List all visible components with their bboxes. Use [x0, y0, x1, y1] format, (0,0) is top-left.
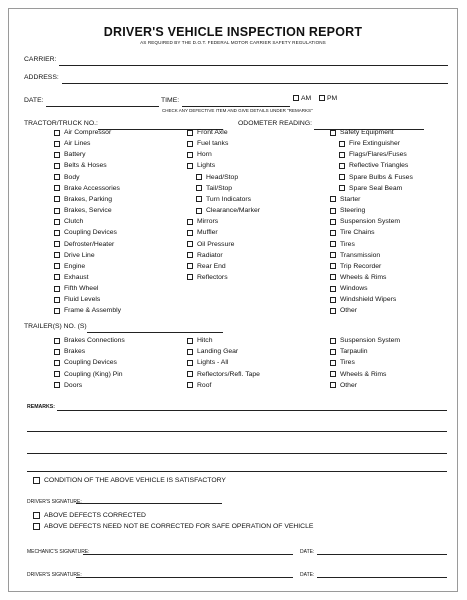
tractor-col3-item-label: Spare Seal Beam [349, 184, 403, 192]
tractor-col2-item[interactable] [187, 129, 228, 136]
tractor-col3-item[interactable] [330, 274, 386, 281]
checkbox[interactable] [54, 152, 60, 158]
tractor-col2-item-label: Radiator [197, 251, 223, 259]
odometer-label: ODOMETER READING: [238, 120, 313, 127]
checkbox[interactable] [330, 230, 336, 236]
tractor-col2-item-label: Reflectors [197, 273, 228, 281]
tractor-col1-item-label: Body [64, 173, 80, 181]
tractor-col2-item-label: Mirrors [197, 218, 219, 226]
tractor-col1-item[interactable] [54, 263, 85, 270]
tractor-col1-item-label: Brake Accessories [64, 184, 120, 192]
tractor-col1-item-label: Drive Line [64, 251, 95, 259]
address-label: ADDRESS: [24, 74, 59, 81]
tractor-col3-item-label: Wheels & Rims [340, 273, 387, 281]
tractor-col3-item-label: Other [340, 307, 357, 315]
defects-corrected-label: ABOVE DEFECTS CORRECTED [44, 512, 146, 519]
checkbox[interactable] [54, 141, 60, 147]
remarks-line-2[interactable] [27, 431, 447, 432]
checkbox[interactable] [54, 185, 60, 191]
checkbox[interactable] [54, 349, 60, 355]
tractor-col1-item-label: Coupling Devices [64, 229, 117, 237]
tractor-col2-item-label: Muffler [197, 229, 218, 237]
trailer-col3-item[interactable] [330, 348, 368, 355]
checkbox[interactable] [187, 371, 193, 377]
tractor-col2-item-label: Lights [197, 162, 216, 170]
tractor-col2-item-label: Fuel tanks [197, 140, 229, 148]
tractor-col1-item[interactable] [54, 252, 95, 259]
driver-date-label: DATE: [300, 572, 315, 578]
tractor-col3-item[interactable] [330, 207, 365, 214]
checkbox[interactable] [54, 274, 60, 280]
checkbox[interactable] [196, 185, 202, 191]
tractor-col1-item-label: Brakes, Service [64, 207, 112, 215]
trailer-col2-item-label: Landing Gear [197, 348, 239, 356]
checkbox[interactable] [187, 141, 193, 147]
remarks-line-3[interactable] [27, 453, 447, 454]
checkbox[interactable] [330, 241, 336, 247]
form-title: DRIVER'S VEHICLE INSPECTION REPORT [103, 25, 363, 39]
checkbox[interactable] [339, 141, 345, 147]
tractor-col2-item[interactable] [187, 151, 212, 158]
remarks-line-1[interactable] [57, 410, 447, 411]
checkbox[interactable] [187, 230, 193, 236]
tractor-col3-item[interactable] [330, 307, 357, 314]
tractor-col2-item-label: Front Axle [197, 129, 228, 136]
tractor-col2-item[interactable] [196, 196, 251, 203]
tractor-col2-item[interactable] [187, 241, 234, 248]
pm-option[interactable] [316, 95, 337, 102]
form-subtitle: AS REQUIRED BY THE D.O.T. FEDERAL MOTOR CARRIER SAFETY REGULATIONS [140, 40, 326, 45]
tractor-col2-item[interactable] [187, 162, 215, 169]
checkbox[interactable] [187, 152, 193, 158]
mechanic-date-field[interactable] [317, 554, 447, 555]
tractor-col1-item-label: Brakes, Parking [64, 195, 112, 203]
checkbox[interactable] [330, 208, 336, 214]
driver-signature-2-label: DRIVER'S SIGNATURE: [27, 572, 82, 578]
tractor-col3-item[interactable] [339, 162, 408, 169]
checkbox[interactable] [54, 382, 60, 388]
mechanic-date-label: DATE: [300, 549, 315, 555]
tractor-col1-item[interactable] [54, 285, 98, 292]
defects-not-corrected[interactable] [33, 523, 313, 530]
address-field[interactable] [62, 83, 448, 84]
tractor-label: TRACTOR/TRUCK NO.: [24, 120, 98, 127]
trailer-col2-item-label: Hitch [197, 337, 213, 344]
tractor-col3-item[interactable] [330, 229, 375, 236]
time-field[interactable] [182, 106, 290, 107]
checkbox[interactable] [187, 263, 193, 269]
checkbox[interactable] [187, 241, 193, 247]
tractor-col2-item-label: Turn Indicators [206, 195, 252, 203]
checkbox[interactable] [339, 185, 345, 191]
remarks-note: CHECK ANY DEFECTIVE ITEM AND GIVE DETAILS UNDER "REMARKS" [162, 108, 313, 113]
mechanic-signature-label: MECHANIC'S SIGNATURE: [27, 549, 90, 555]
tractor-col3-item-label: Fire Extinguisher [349, 140, 400, 148]
checkbox[interactable] [339, 163, 345, 169]
trailer-col1-item[interactable] [54, 382, 82, 389]
tractor-col1-item[interactable] [54, 174, 80, 181]
checkbox[interactable] [330, 349, 336, 355]
checkbox[interactable] [54, 163, 60, 169]
driver-signature-label: DRIVER'S SIGNATURE: [27, 499, 82, 505]
checkbox[interactable] [54, 286, 60, 292]
tractor-col1-item-label: Frame & Assembly [64, 307, 122, 315]
tractor-col3-item-label: Trip Recorder [340, 262, 382, 270]
carrier-label: CARRIER: [24, 56, 57, 63]
tractor-col2-item[interactable] [187, 218, 218, 225]
condition-satisfactory[interactable] [33, 477, 226, 484]
trailer-col1-item-label: Coupling (King) Pin [64, 370, 123, 378]
tractor-col2-item[interactable] [196, 185, 232, 192]
trailer-col3-item-label: Tarpaulin [340, 348, 368, 356]
tractor-col3-item-label: Flags/Flares/Fuses [349, 151, 407, 159]
checkbox[interactable] [330, 338, 336, 344]
tractor-col3-item[interactable] [330, 129, 394, 136]
trailer-col2-item-label: Reflectors/Refl. Tape [197, 370, 260, 378]
tractor-col1-item[interactable] [54, 196, 112, 203]
date-label: DATE: [24, 97, 44, 104]
checkbox[interactable] [187, 360, 193, 366]
tractor-col3-item[interactable] [339, 185, 402, 192]
checkbox[interactable] [187, 382, 193, 388]
checkbox[interactable] [187, 219, 193, 225]
checkbox[interactable] [330, 371, 336, 377]
trailer-col2-item-label: Roof [197, 381, 212, 389]
carrier-field[interactable] [59, 65, 448, 66]
trailer-col2-item[interactable] [187, 348, 238, 355]
checkbox[interactable] [330, 130, 336, 136]
tractor-col1-item[interactable] [54, 296, 100, 303]
tractor-col3-item[interactable] [330, 285, 368, 292]
trailer-col1-item[interactable] [54, 359, 117, 366]
checkbox[interactable] [196, 208, 202, 214]
trailer-col1-item[interactable] [54, 348, 85, 355]
tractor-col1-item-label: Fluid Levels [64, 296, 101, 304]
tractor-col1-item[interactable] [54, 151, 86, 158]
checkbox[interactable] [54, 241, 60, 247]
tractor-col2-item[interactable] [196, 207, 260, 214]
tractor-col3-item[interactable] [330, 218, 400, 225]
checkbox[interactable] [339, 152, 345, 158]
tractor-col1-item[interactable] [54, 185, 120, 192]
pm-label: PM [327, 95, 338, 102]
driver-date-field[interactable] [317, 577, 447, 578]
checkbox[interactable] [54, 308, 60, 314]
checkbox[interactable] [54, 219, 60, 225]
tractor-col1-item-label: Fifth Wheel [64, 285, 99, 293]
tractor-col1-item-label: Exhaust [64, 273, 89, 281]
checkbox[interactable] [330, 382, 336, 388]
tractor-col2-item-label: Tail/Stop [206, 184, 233, 192]
trailer-col2-item[interactable] [187, 359, 228, 366]
trailer-col2-item[interactable] [187, 337, 213, 344]
trailer-col1-item-label: Doors [64, 381, 83, 389]
tractor-col3-item[interactable] [339, 140, 400, 147]
checkbox[interactable] [54, 297, 60, 303]
tractor-col1-item[interactable] [54, 129, 111, 136]
tractor-col2-item[interactable] [187, 274, 228, 281]
tractor-col2-item[interactable] [187, 229, 218, 236]
trailer-col3-item-label: Wheels & Rims [340, 370, 387, 378]
checkbox[interactable] [54, 252, 60, 258]
tractor-col1-item-label: Defroster/Heater [64, 240, 115, 248]
tractor-col1-item-label: Air Compressor [64, 129, 112, 136]
tractor-col3-item[interactable] [330, 263, 381, 270]
tractor-col2-item[interactable] [196, 174, 238, 181]
tractor-col1-item-label: Engine [64, 262, 86, 270]
tractor-col3-item-label: Windshield Wipers [340, 296, 397, 304]
remarks-label: REMARKS: [27, 404, 55, 410]
trailer-field[interactable] [87, 332, 223, 333]
checkbox[interactable] [330, 286, 336, 292]
tractor-col3-item-label: Transmission [340, 251, 381, 259]
tractor-col2-item[interactable] [187, 140, 228, 147]
tractor-col2-item-label: Head/Stop [206, 173, 239, 181]
tractor-col3-item[interactable] [330, 252, 380, 259]
trailer-col2-item[interactable] [187, 371, 260, 378]
date-field[interactable] [46, 106, 159, 107]
defects-corrected[interactable] [33, 512, 146, 519]
tractor-col3-item-label: Starter [340, 195, 361, 203]
checkbox[interactable] [330, 308, 336, 314]
am-option[interactable] [290, 95, 311, 102]
checkbox[interactable] [54, 360, 60, 366]
trailer-col1-item[interactable] [54, 337, 125, 344]
defects-not-corrected-checkbox[interactable] [33, 523, 40, 530]
condition-label: CONDITION OF THE ABOVE VEHICLE IS SATISFACTORY [44, 477, 226, 484]
am-label: AM [301, 95, 312, 102]
tractor-col3-item[interactable] [330, 196, 360, 203]
tractor-col3-item-label: Tires [340, 240, 355, 248]
tractor-col1-item-label: Air Lines [64, 140, 91, 148]
checkbox[interactable] [187, 338, 193, 344]
checkbox[interactable] [330, 360, 336, 366]
checkbox[interactable] [54, 338, 60, 344]
tractor-col3-item[interactable] [339, 151, 407, 158]
tractor-col3-item-label: Windows [340, 285, 368, 293]
inspection-form [8, 8, 458, 592]
tractor-col1-item[interactable] [54, 274, 89, 281]
checkbox[interactable] [187, 349, 193, 355]
defects-corrected-checkbox[interactable] [33, 512, 40, 519]
tractor-col3-item-label: Steering [340, 207, 366, 215]
trailer-col1-item-label: Brakes Connections [64, 337, 125, 344]
checkbox[interactable] [330, 252, 336, 258]
checkbox[interactable] [187, 274, 193, 280]
tractor-col3-item-label: Tire Chains [340, 229, 375, 237]
checkbox[interactable] [339, 174, 345, 180]
tractor-col1-item[interactable] [54, 140, 90, 147]
trailer-col1-item-label: Brakes [64, 348, 86, 356]
time-label: TIME: [161, 97, 180, 104]
tractor-col1-item[interactable] [54, 207, 112, 214]
tractor-col3-item-label: Spare Bulbs & Fuses [349, 173, 413, 181]
trailer-col3-item[interactable] [330, 371, 386, 378]
pm-checkbox[interactable] [319, 95, 325, 101]
checkbox[interactable] [54, 371, 60, 377]
checkbox[interactable] [187, 252, 193, 258]
checkbox[interactable] [54, 130, 60, 136]
tractor-col1-item[interactable] [54, 162, 107, 169]
am-checkbox[interactable] [293, 95, 299, 101]
tractor-col3-item[interactable] [330, 241, 355, 248]
checkbox[interactable] [54, 208, 60, 214]
tractor-col2-item-label: Horn [197, 151, 212, 159]
tractor-col3-item[interactable] [339, 174, 413, 181]
trailer-col3-item[interactable] [330, 382, 357, 389]
tractor-col3-item-label: Reflective Triangles [349, 162, 409, 170]
checkbox[interactable] [330, 297, 336, 303]
tractor-col3-item-label: Suspension System [340, 218, 401, 226]
trailer-col1-item-label: Coupling Devices [64, 359, 117, 367]
checkbox[interactable] [330, 196, 336, 202]
trailer-col2-item[interactable] [187, 382, 211, 389]
tractor-col1-item-label: Clutch [64, 218, 84, 226]
remarks-line-4[interactable] [27, 471, 447, 472]
checkbox[interactable] [54, 230, 60, 236]
trailer-col1-item[interactable] [54, 371, 123, 378]
checkbox[interactable] [196, 174, 202, 180]
tractor-col2-item-label: Oil Pressure [197, 240, 235, 248]
tractor-col2-item[interactable] [187, 252, 223, 259]
driver-signature-2-field[interactable] [76, 577, 293, 578]
tractor-col2-item-label: Rear End [197, 262, 226, 270]
tractor-col1-item-label: Battery [64, 151, 86, 159]
driver-signature-field[interactable] [76, 503, 222, 504]
checkbox[interactable] [187, 163, 193, 169]
checkbox[interactable] [54, 174, 60, 180]
checkbox[interactable] [54, 196, 60, 202]
trailer-col3-item-label: Suspension System [340, 337, 401, 344]
defects-not-corrected-label: ABOVE DEFECTS NEED NOT BE CORRECTED FOR SAFE OPERATION OF VEHICLE [44, 523, 314, 530]
checkbox[interactable] [330, 263, 336, 269]
tractor-col3-item-label: Safety Equipment [340, 129, 394, 136]
checkbox[interactable] [330, 274, 336, 280]
trailer-col3-item-label: Tires [340, 359, 355, 367]
trailer-col2-item-label: Lights - All [197, 359, 229, 367]
checkbox[interactable] [54, 263, 60, 269]
condition-checkbox[interactable] [33, 477, 40, 484]
tractor-col1-item[interactable] [54, 229, 117, 236]
tractor-col2-item[interactable] [187, 263, 226, 270]
trailer-col3-item[interactable] [330, 359, 355, 366]
tractor-col1-item[interactable] [54, 218, 83, 225]
trailer-col3-item[interactable] [330, 337, 400, 344]
trailer-col3-item-label: Other [340, 381, 357, 389]
trailer-label: TRAILER(S) NO. (S) [24, 323, 87, 330]
tractor-col2-item-label: Clearance/Marker [206, 207, 261, 215]
checkbox[interactable] [196, 196, 202, 202]
checkbox[interactable] [187, 130, 193, 136]
checkbox[interactable] [330, 219, 336, 225]
tractor-col1-item-label: Belts & Hoses [64, 162, 107, 170]
mechanic-signature-field[interactable] [83, 554, 293, 555]
tractor-col3-item[interactable] [330, 296, 396, 303]
tractor-col1-item[interactable] [54, 241, 114, 248]
tractor-col1-item[interactable] [54, 307, 121, 314]
